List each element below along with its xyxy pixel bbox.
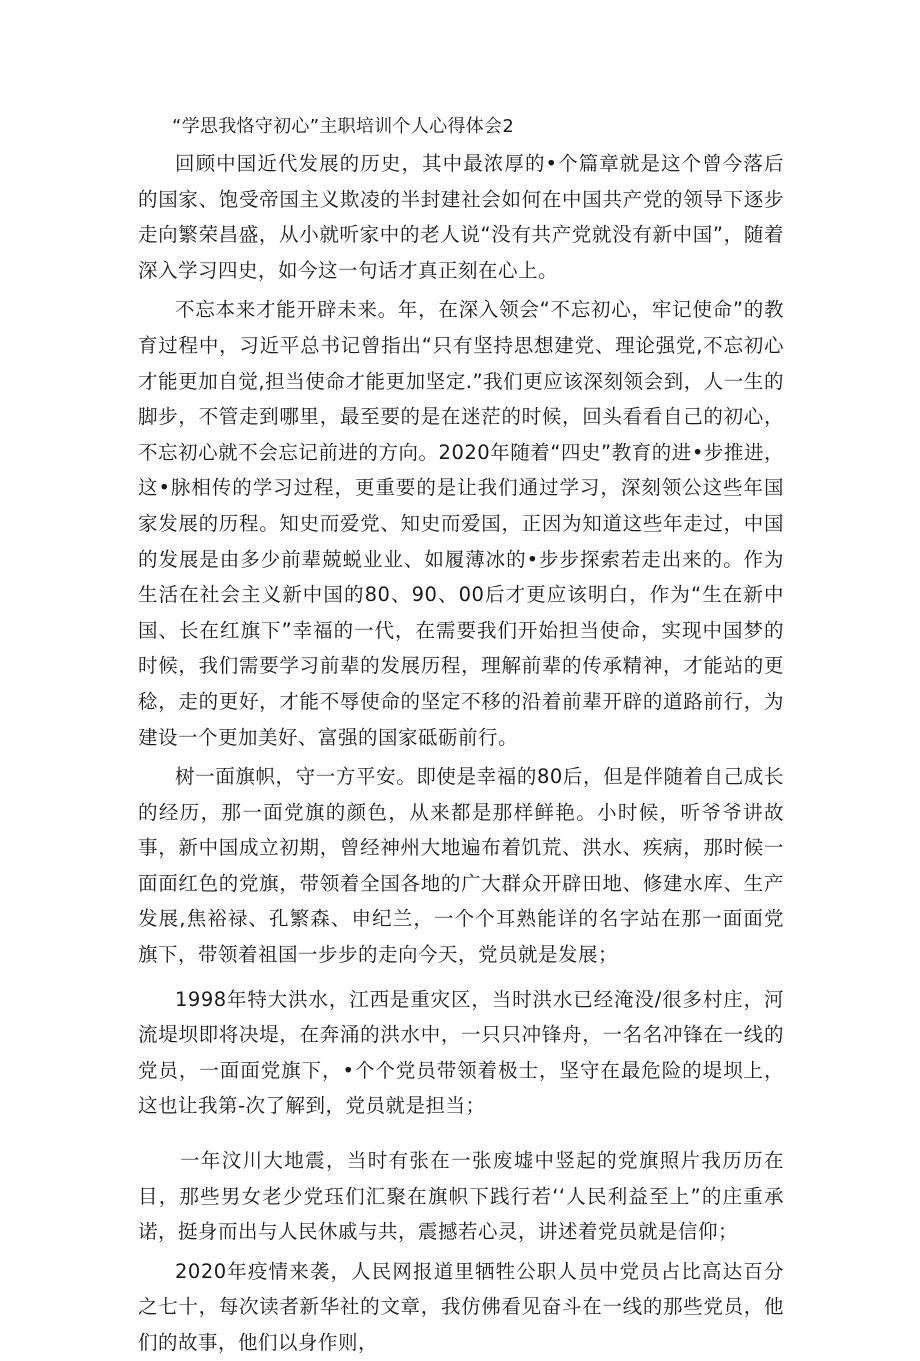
paragraph-wenchuan-earthquake: 一年汶川大地震，当时有张在一张废墟中竖起的党旗照片我历历在目，那些男女老少党珏们汇聚在旗帜下践行若‘‘人民利益至上”的庄重承诺，挺身而出与人民休戚与共，震撼若心灵，讲述着党员就是信仰；	[138, 1149, 784, 1244]
paragraph-history: 回顾中国近代发展的历史，其中最浓厚的•个篇章就是这个曾今落后的国家、饱受帝国主义欺凌的半封建社会如何在中国共产党的领导下逐步走向繁荣昌盛，从小就听家中的老人说“没有共产党就没有新中国”，随着深入学习四史，如今这一句话才真正刻在心上。	[138, 152, 784, 282]
document-title: “学思我恪守初心”主职培训个人心得体会2	[172, 116, 515, 137]
paragraph-flag: 树一面旗帜，守一方平安。即使是幸福的80后，但是伴随着自己成长的经历，那一面党旗的颜色，从来都是那样鲜艳。小时候，听爷爷讲故事，新中国成立初期，曾经神州大地遍布着饥荒、洪水、疾病，那时候一面面红色的党旗，带领着全国各地的广大群众开辟田地、修建水库、生产发展,焦裕禄、孔繁森、申纪兰，一个个耳熟能详的名字站在那一面面党旗下，带领着祖国一步步的走向今天，党员就是发展；	[138, 765, 784, 967]
paragraph-original-aspiration: 不忘本来才能开辟未来。年，在深入领会“不忘初心，牢记使命”的教育过程中，习近平总书记曾指出“只有坚持思想建党、理论强党,不忘初心才能更加自觉,担当使命才能更加坚定.”我们更应该深刻领会到，人一生的脚步，不管走到哪里，最至要的是在迷茫的时候，回头看看自己的初心，不忘初心就不会忘记前进的方向。2020年随着“四史”教育的进•步推进，这•脉相传的学习过程，更重要的是让我们通过学习，深刻领公这些年国家发展的历程。知史而爱党、知史而爱国，正因为知道这些年走过，中国的发展是由多少前辈兢蜕业业、如履薄冰的•步步探索若走出来的。作为生活在社会主义新中国的80、90、00后才更应该明白，作为“生在新中国、长在红旗下”幸福的一代，在需要我们开始担当使命，实现中国梦的时候，我们需要学习前辈的发展历程，理解前辈的传承精神，才能站的更稔，走的更好，才能不辱使命的坚定不移的沿着前辈开辟的道路前行，为建设一个更加美好、富强的国家砥砺前行。	[138, 298, 784, 749]
paragraph-epidemic-2020: 2020年疫情来袭，人民网报道里牺牲公职人员中党员占比高达百分之七十，每次读者新华社的文章，我仿佛看见奋斗在一线的那些党员，他们的故事，他们以身作则，	[138, 1259, 784, 1354]
document-body	[138, 112, 784, 1361]
paragraph-flood-1998: 1998年特大洪水，江西是重灾区，当时洪水已经淹没/很多村庄，河流堤坝即将决堤，在奔涌的洪水中，一只只冲锋舟，一名名冲锋在一线的党员，一面面党旗下，•个个党员带领着极士，坚守在最危险的堤坝上，这也让我第-次了解到，党员就是担当；	[138, 987, 784, 1118]
